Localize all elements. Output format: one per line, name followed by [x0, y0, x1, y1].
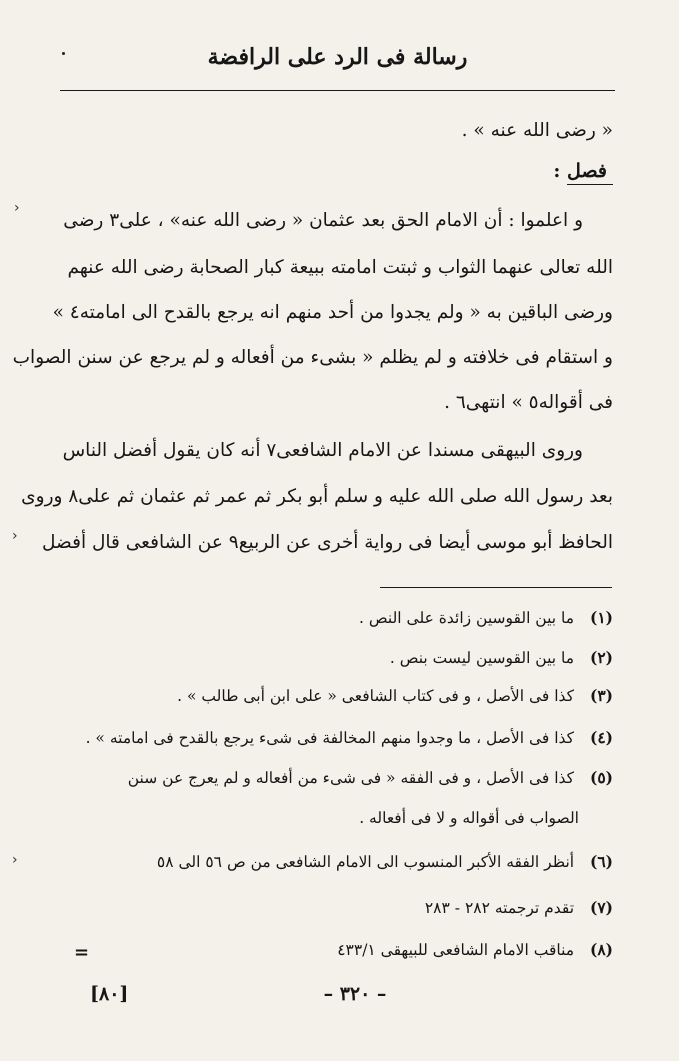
paragraph1-line-5: فى أقواله٥ » انتهى٦ . [444, 392, 613, 413]
paragraph2-line-2: بعد رسول الله صلى الله عليه و سلم أبو بكر ثم عمر ثم عثمان ثم على٨ وروى [21, 486, 613, 507]
footnote-1 [65, 606, 613, 630]
margin-tick-icon: › [12, 528, 18, 544]
footnote-text: أنظر الفقه الأكبر المنسوب الى الامام الشافعى من ص ٥٦ الى ٥٨ [156, 853, 575, 871]
footnote-text: كذا فى الأصل ، و فى كتاب الشافعى « على ابن أبى طالب » . [177, 687, 575, 705]
footnote-number: (١) [589, 608, 613, 627]
footnote-number: (٢) [589, 648, 613, 667]
paragraph2-line-1: وروى البيهقى مسندا عن الامام الشافعى٧ أنه كان يقول أفضل الناس [62, 440, 583, 461]
footnote-4 [65, 726, 613, 750]
paragraph1-line-2: الله تعالى عنهما الثواب و ثبتت امامته ببيعة كبار الصحابة رضى الله عنهم [67, 257, 613, 278]
footnote-5 [65, 766, 613, 790]
page-footer [70, 983, 615, 1013]
section-label: فصل : [553, 160, 607, 182]
footnote-number: (٣) [589, 686, 613, 705]
footnote-8 [65, 938, 613, 962]
header-rule [60, 90, 615, 91]
footnote-text: كذا فى الأصل ، و فى الفقه « فى شىء من أفعاله و لم يعرج عن سنن [127, 769, 575, 787]
section-underline [567, 184, 613, 185]
folio-number: – ٣٢٠ – [323, 983, 387, 1005]
margin-tick-icon: › [12, 852, 18, 868]
footnote-3 [65, 684, 613, 708]
paragraph1-line-3: ورضى الباقين به « ولم يجدوا من أحد منهم انه يرجع بالقدح الى امامته٤ » [52, 302, 613, 323]
footnote-separator [380, 587, 612, 588]
footnote-text: ما بين القوسين زائدة على النص . [359, 609, 575, 627]
footnote-5-continuation: الصواب فى أقواله و لا فى أفعاله . [359, 809, 579, 827]
footnote-2 [65, 646, 613, 670]
margin-tick-icon: › [14, 200, 20, 216]
footnote-number: (٤) [589, 728, 613, 747]
book-page-number: [٨٠] [90, 983, 129, 1005]
footnote-6 [65, 850, 613, 874]
footnote-7 [65, 896, 613, 920]
opening-line: « رضى الله عنه » . [461, 120, 613, 141]
footnote-text: ما بين القوسين ليست بنص . [389, 649, 575, 667]
continuation-mark: = [74, 942, 90, 963]
paragraph1-line-1: و اعلموا : أن الامام الحق بعد عثمان « رضى الله عنه» ، على٣ رضى [63, 210, 583, 231]
paragraph2-line-3: الحافظ أبو موسى أيضا فى رواية أخرى عن الربيع٩ عن الشافعى قال أفضل [42, 532, 613, 553]
footnote-text: كذا فى الأصل ، ما وجدوا منهم المخالفة فى شىء يرجع بالقدح فى امامته » . [85, 729, 575, 747]
running-head-title: رسالة فى الرد على الرافضة [207, 44, 468, 70]
paragraph1-line-4: و استقام فى خلافته و لم يظلم « بشىء من أفعاله و لم يرجع عن سنن الصواب [12, 347, 613, 368]
footnote-number: (٧) [589, 898, 613, 917]
footnote-number: (٨) [589, 940, 613, 959]
footnote-text: مناقب الامام الشافعى للبيهقى ٤٣٣/١ [337, 941, 575, 959]
footnote-number: (٥) [589, 768, 613, 787]
footnote-text: تقدم ترجمته ٢٨٢ - ٢٨٣ [424, 899, 575, 917]
footnote-number: (٦) [589, 852, 613, 871]
